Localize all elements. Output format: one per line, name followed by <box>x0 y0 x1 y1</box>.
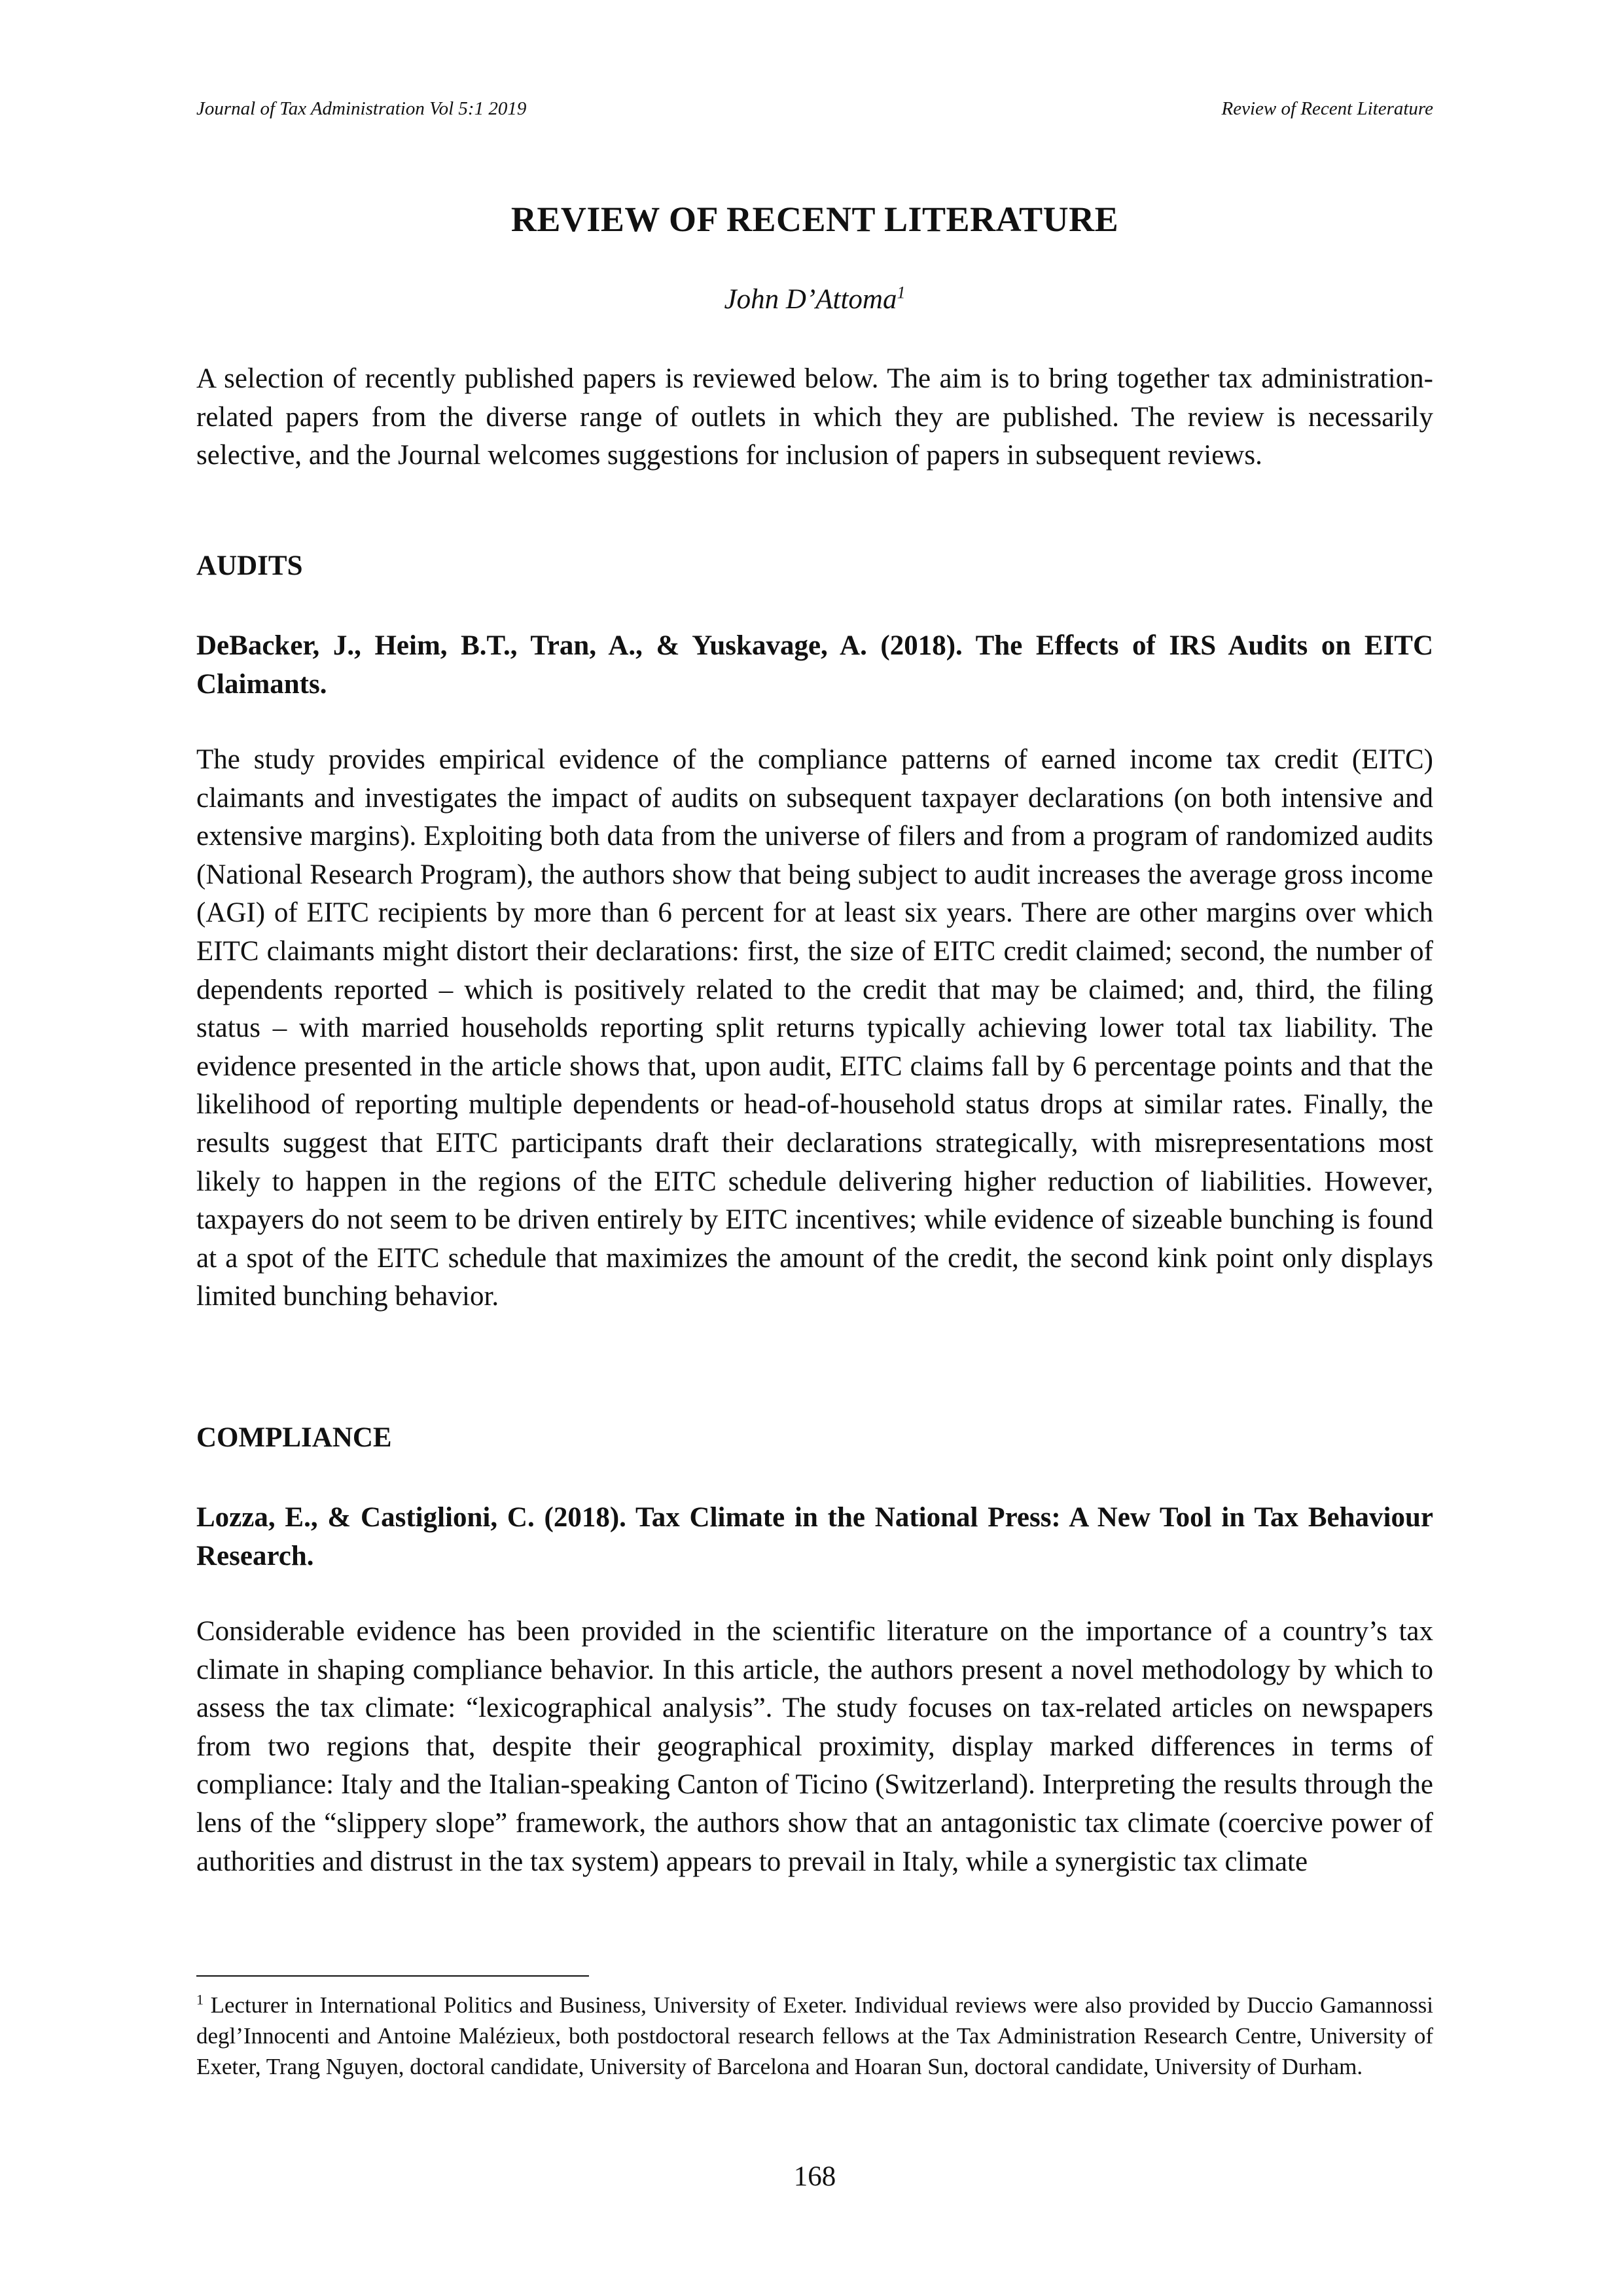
footnote <box>196 1990 1433 2082</box>
running-head-section: Review of Recent Literature <box>1221 98 1433 119</box>
article-title: REVIEW OF RECENT LITERATURE <box>510 200 1119 239</box>
author-footnote-marker: 1 <box>897 283 906 302</box>
journal-page <box>196 0 1433 2296</box>
running-head-journal: Journal of Tax Administration Vol 5:1 2019 <box>196 98 527 119</box>
review-paragraph-debacker: The study provides empirical evidence of the compliance patterns of earned income tax credit (EITC) claimants and investigates the impact of audits on subsequent taxpayer declarations (on both intensive and extensive margins). Exploiting both data from the universe of filers and from a program of randomized audits (National Research Program), the authors show that being subject to audit increases the average gross income (AGI) of EITC recipients by more than 6 percent for at least six years. There are other margins over which EITC claimants might distort their declarations: first, the size of EITC credit claimed; second, the number of dependents reported – which is positively related to the credit that may be claimed; and, third, the filing status – with married households reporting split returns typically achieving lower total tax liability. The evidence presented in the article shows that, upon audit, EITC claims fall by 6 percentage points and that the likelihood of reporting multiple dependents or head-of-household status drops at similar rates. Finally, the results suggest that EITC participants draft their declarations strategically, with misrepresentations most likely to happen in the regions of the EITC schedule delivering higher reduction of liabilities. However, taxpayers do not seem to be driven entirely by EITC incentives; while evidence of sizeable bunching is found at a spot of the EITC schedule that maximizes the amount of the credit, the second kink point only displays limited bunching behavior. <box>196 744 1433 1312</box>
footnote-text: Lecturer in International Politics and Business, University of Exeter. Individual reviews were also provided by Duccio Gamannossi degl’Innocenti and Antoine Malézieux, both postdoctoral research fellows at the Tax Administration Research Centre, University of Exeter, Trang Nguyen, doctoral candidate, University of Barcelona and Hoaran Sun, doctoral candidate, University of Durham. <box>196 1992 1433 2079</box>
section-heading-audits: AUDITS <box>196 550 303 581</box>
page-number: 168 <box>793 2161 836 2192</box>
author-name: John D’Attoma <box>724 284 897 315</box>
footnote-divider <box>196 1975 589 1977</box>
intro-paragraph: A selection of recently published papers is reviewed below. The aim is to bring together tax administration-related papers from the diverse range of outlets in which they are published. The review is necessarily selective, and the Journal welcomes suggestions for inclusion of papers in subsequent reviews. <box>196 363 1433 471</box>
citation-lozza: Lozza, E., & Castiglioni, C. (2018). Tax Climate in the National Press: A New Tool in Tax Behaviour Research. <box>196 1502 1433 1571</box>
citation-debacker: DeBacker, J., Heim, B.T., Tran, A., & Yuskavage, A. (2018). The Effects of IRS Audits on EITC Claimants. <box>196 630 1433 700</box>
section-heading-compliance: COMPLIANCE <box>196 1422 392 1453</box>
author-line <box>196 280 1433 319</box>
footnote-marker: 1 <box>196 1991 204 2008</box>
review-paragraph-lozza: Considerable evidence has been provided in the scientific literature on the importance of a country’s tax climate in shaping compliance behavior. In this article, the authors present a novel methodology by which to assess the tax climate: “lexicographical analysis”. The study focuses on tax-related articles on newspapers from two regions that, despite their geographical proximity, display marked differences in terms of compliance: Italy and the Italian-speaking Canton of Ticino (Switzerland). Interpreting the results through the lens of the “slippery slope” framework, the authors show that an antagonistic tax climate (coercive power of authorities and distrust in the tax system) appears to prevail in Italy, while a synergistic tax climate <box>196 1616 1433 1877</box>
